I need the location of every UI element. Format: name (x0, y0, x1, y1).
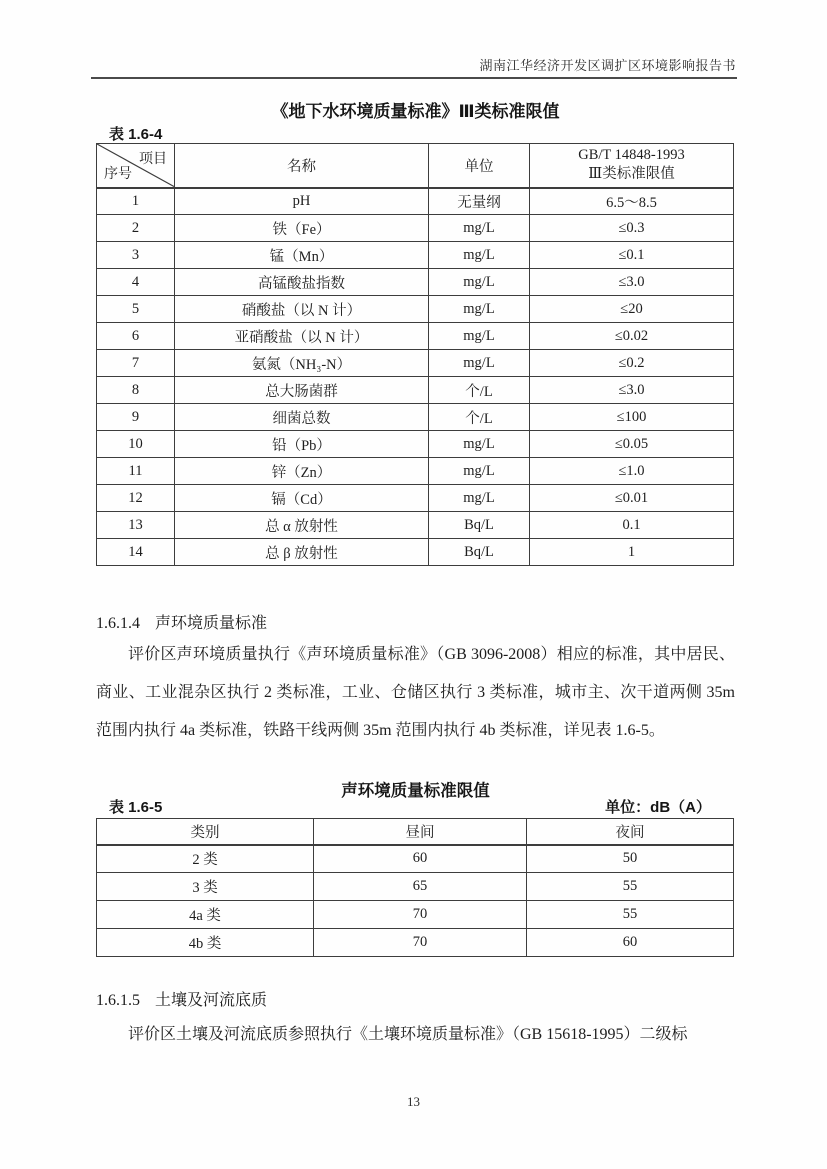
running-header: 湖南江华经济开发区调扩区环境影响报告书 (479, 58, 736, 73)
noise-standard-paragraph: 评价区声环境质量执行《声环境质量标准》（GB 3096-2008）相应的标准，其中居民、商业、工业混杂区执行 2 类标准，工业、仓储区执行 3 类标准，城市主、次干道两侧 35m 范围内执行 4a 类标准，铁路干线两侧 35m 范围内执行 4b 类标准，详见表 1.6-5。 (96, 646, 735, 739)
cell-no: 5 (97, 296, 175, 323)
cell-no: 6 (97, 323, 175, 350)
cell-unit: 个/L (429, 377, 530, 404)
table-row (97, 350, 734, 377)
cell-name: 硝酸盐（以 N 计） (175, 296, 429, 323)
cell-name: 镉（Cd） (175, 485, 429, 512)
column-header-nighttime: 夜间 (527, 819, 734, 845)
table-row (97, 845, 734, 873)
cell-day: 70 (314, 929, 527, 957)
table-row (97, 296, 734, 323)
cell-limit: ≤0.2 (530, 350, 734, 377)
cell-no: 11 (97, 458, 175, 485)
table2-label-row (96, 796, 735, 817)
section-number: 1.6.1.5 (96, 992, 140, 1009)
table-row (97, 929, 734, 957)
corner-label-item: 项目 (139, 152, 167, 167)
cell-night: 55 (527, 873, 734, 901)
section-number: 1.6.1.4 (96, 615, 140, 632)
cell-limit: ≤3.0 (530, 269, 734, 296)
cell-name: 亚硝酸盐（以 N 计） (175, 323, 429, 350)
cell-unit: mg/L (429, 431, 530, 458)
corner-header-cell (97, 144, 175, 188)
cell-unit: Bq/L (429, 539, 530, 566)
cell-unit: mg/L (429, 458, 530, 485)
cell-class: 4a 类 (97, 901, 314, 929)
table-row (97, 901, 734, 929)
column-header-unit: 单位 (429, 144, 530, 188)
cell-name: 氨氮（NH₃-N） (175, 350, 429, 377)
cell-name: 高锰酸盐指数 (175, 269, 429, 296)
table2-header-row (97, 819, 734, 845)
cell-name: 铁（Fe） (175, 215, 429, 242)
cell-unit: mg/L (429, 323, 530, 350)
table-row (97, 404, 734, 431)
cell-limit: 0.1 (530, 512, 734, 539)
cell-name: pH (175, 188, 429, 215)
cell-no: 10 (97, 431, 175, 458)
table-row (97, 215, 734, 242)
cell-unit: mg/L (429, 269, 530, 296)
cell-limit: ≤1.0 (530, 458, 734, 485)
cell-limit: ≤20 (530, 296, 734, 323)
section-heading-1615 (96, 987, 267, 1010)
cell-night: 55 (527, 901, 734, 929)
cell-no: 14 (97, 539, 175, 566)
cell-unit: 个/L (429, 404, 530, 431)
soil-standard-paragraph: 评价区土壤及河流底质参照执行《土壤环境质量标准》（GB 15618-1995）二级标 (128, 1026, 688, 1043)
table1-label: 表 1.6-4 (109, 126, 163, 143)
cell-limit: ≤0.3 (530, 215, 734, 242)
cell-name: 总 α 放射性 (175, 512, 429, 539)
noise-standard-table (96, 818, 734, 957)
cell-name: 细菌总数 (175, 404, 429, 431)
cell-no: 2 (97, 215, 175, 242)
cell-no: 8 (97, 377, 175, 404)
table-row (97, 269, 734, 296)
cell-unit: mg/L (429, 485, 530, 512)
cell-limit: ≤0.02 (530, 323, 734, 350)
standard-class: Ⅲ类标准限值 (588, 166, 675, 183)
column-header-standard (530, 144, 734, 188)
cell-night: 60 (527, 929, 734, 957)
table2-unit-note: 单位：dB（A） (605, 799, 711, 816)
column-header-class: 类别 (97, 819, 314, 845)
cell-day: 65 (314, 873, 527, 901)
cell-name: 锌（Zn） (175, 458, 429, 485)
cell-class: 3 类 (97, 873, 314, 901)
cell-day: 70 (314, 901, 527, 929)
cell-unit: Bq/L (429, 512, 530, 539)
cell-no: 4 (97, 269, 175, 296)
cell-no: 12 (97, 485, 175, 512)
cell-name: 总大肠菌群 (175, 377, 429, 404)
table-row (97, 485, 734, 512)
cell-day: 60 (314, 845, 527, 873)
cell-no: 7 (97, 350, 175, 377)
cell-limit: ≤0.05 (530, 431, 734, 458)
cell-no: 1 (97, 188, 175, 215)
section-title: 声环境质量标准 (155, 615, 268, 632)
cell-limit: 6.5～8.5 (530, 188, 734, 215)
cell-no: 9 (97, 404, 175, 431)
page-content (96, 0, 735, 1169)
table-row (97, 431, 734, 458)
cell-no: 13 (97, 512, 175, 539)
cell-unit: 无量纲 (429, 188, 530, 215)
table-row (97, 188, 734, 215)
cell-unit: mg/L (429, 242, 530, 269)
corner-label-no: 序号 (104, 166, 132, 182)
table-row (97, 458, 734, 485)
table-row (97, 242, 734, 269)
cell-no: 3 (97, 242, 175, 269)
section-title: 土壤及河流底质 (155, 992, 268, 1009)
table1-title: 《地下水环境质量标准》Ⅲ类标准限值 (271, 102, 560, 121)
cell-unit: mg/L (429, 215, 530, 242)
page-number: 13 (407, 1094, 420, 1109)
table2-label: 表 1.6-5 (109, 799, 163, 816)
cell-class: 4b 类 (97, 929, 314, 957)
cell-limit: ≤100 (530, 404, 734, 431)
cell-limit: ≤0.1 (530, 242, 734, 269)
table-row (97, 323, 734, 350)
table-row (97, 512, 734, 539)
cell-limit: ≤3.0 (530, 377, 734, 404)
column-header-name: 名称 (175, 144, 429, 188)
cell-name: 铅（Pb） (175, 431, 429, 458)
column-header-daytime: 昼间 (314, 819, 527, 845)
section-heading-1614 (96, 610, 267, 633)
table-row (97, 873, 734, 901)
groundwater-standard-table (96, 143, 734, 566)
table-row (97, 539, 734, 566)
cell-name: 总 β 放射性 (175, 539, 429, 566)
cell-unit: mg/L (429, 296, 530, 323)
cell-name: 锰（Mn） (175, 242, 429, 269)
cell-night: 50 (527, 845, 734, 873)
standard-code: GB/T 14848-1993 (578, 147, 685, 164)
cell-class: 2 类 (97, 845, 314, 873)
cell-unit: mg/L (429, 350, 530, 377)
table-row (97, 377, 734, 404)
table2-title: 声环境质量标准限值 (341, 782, 490, 800)
table1-header-row (97, 144, 734, 188)
cell-limit: ≤0.01 (530, 485, 734, 512)
cell-limit: 1 (530, 539, 734, 566)
